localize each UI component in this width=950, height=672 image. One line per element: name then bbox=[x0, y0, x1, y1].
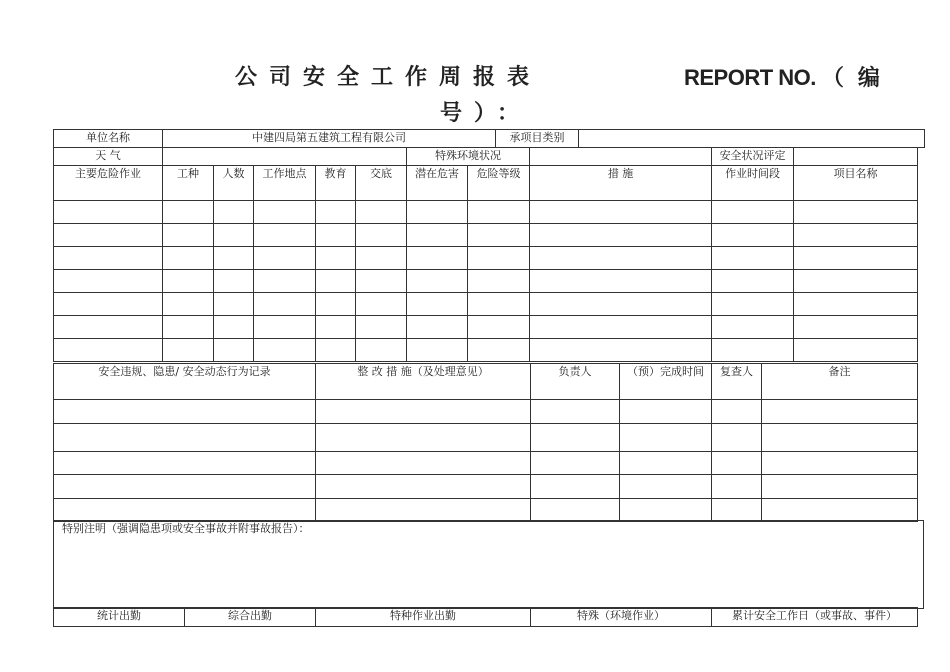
violation-row bbox=[54, 475, 918, 499]
unit-name-label: 单位名称 bbox=[54, 130, 163, 148]
hazard-cell[interactable] bbox=[530, 270, 712, 293]
hazard-cell[interactable] bbox=[163, 270, 214, 293]
hazard-cell[interactable] bbox=[54, 270, 163, 293]
hazard-cell[interactable] bbox=[712, 339, 794, 362]
violation-cell[interactable] bbox=[620, 400, 712, 424]
hazard-cell[interactable] bbox=[712, 247, 794, 270]
hazard-cell[interactable] bbox=[316, 270, 356, 293]
hazard-cell[interactable] bbox=[54, 247, 163, 270]
hazard-cell[interactable] bbox=[163, 247, 214, 270]
hazard-cell[interactable] bbox=[214, 339, 254, 362]
violation-cell[interactable] bbox=[54, 424, 316, 452]
hazard-cell[interactable] bbox=[712, 270, 794, 293]
hazard-cell[interactable] bbox=[530, 247, 712, 270]
hazard-cell[interactable] bbox=[54, 339, 163, 362]
hazard-cell[interactable] bbox=[712, 316, 794, 339]
violation-cell[interactable] bbox=[762, 400, 918, 424]
safety-eval-value[interactable] bbox=[794, 148, 918, 166]
violation-cell[interactable] bbox=[531, 499, 620, 522]
hazard-cell[interactable] bbox=[794, 247, 918, 270]
hazard-cell[interactable] bbox=[254, 316, 316, 339]
hazard-cell[interactable] bbox=[356, 270, 407, 293]
violation-cell[interactable] bbox=[316, 475, 531, 499]
special-note-label: 特别注明（强调隐患项或安全事故并附事故报告）： bbox=[62, 522, 310, 535]
hazard-cell[interactable] bbox=[530, 224, 712, 247]
hazard-cell[interactable] bbox=[407, 339, 468, 362]
hazard-cell[interactable] bbox=[54, 293, 163, 316]
hazard-cell[interactable] bbox=[356, 293, 407, 316]
hazard-cell[interactable] bbox=[468, 201, 530, 224]
hazard-row bbox=[54, 201, 918, 224]
violation-cell[interactable] bbox=[620, 424, 712, 452]
hazard-row bbox=[54, 316, 918, 339]
hazard-cell[interactable] bbox=[214, 293, 254, 316]
violation-cell[interactable] bbox=[54, 475, 316, 499]
violation-row bbox=[54, 452, 918, 475]
hazard-cell[interactable] bbox=[794, 224, 918, 247]
special-note-table bbox=[53, 520, 924, 609]
violation-cell[interactable] bbox=[620, 475, 712, 499]
hazard-cell[interactable] bbox=[407, 224, 468, 247]
unit-row bbox=[53, 129, 925, 148]
col-reviewer: 复查人 bbox=[712, 364, 762, 400]
hazard-cell[interactable] bbox=[316, 293, 356, 316]
weather-label: 天 气 bbox=[54, 148, 163, 166]
col-potential-hazard: 潜在危害 bbox=[407, 166, 468, 201]
hazard-cell[interactable] bbox=[407, 270, 468, 293]
violation-cell[interactable] bbox=[531, 400, 620, 424]
hazard-cell[interactable] bbox=[530, 293, 712, 316]
hazard-cell[interactable] bbox=[254, 201, 316, 224]
hazard-cell[interactable] bbox=[356, 201, 407, 224]
footer-general-attendance: 综合出勤 bbox=[185, 608, 316, 627]
hazard-cell[interactable] bbox=[54, 201, 163, 224]
hazard-cell[interactable] bbox=[794, 316, 918, 339]
hazard-cell[interactable] bbox=[163, 316, 214, 339]
col-rectification: 整 改 措 施（及处理意见） bbox=[316, 364, 531, 400]
hazard-cell[interactable] bbox=[316, 247, 356, 270]
hazard-cell[interactable] bbox=[712, 201, 794, 224]
col-measures: 措 施 bbox=[530, 166, 712, 201]
hazard-cell[interactable] bbox=[407, 247, 468, 270]
hazard-cell[interactable] bbox=[54, 224, 163, 247]
violation-cell[interactable] bbox=[620, 499, 712, 522]
weather-row bbox=[54, 148, 918, 166]
hazard-row bbox=[54, 247, 918, 270]
hazard-cell[interactable] bbox=[794, 339, 918, 362]
unit-name-value[interactable]: 中建四局第五建筑工程有限公司 bbox=[163, 130, 496, 148]
violation-cell[interactable] bbox=[712, 475, 762, 499]
hazard-cell[interactable] bbox=[254, 293, 316, 316]
violation-row bbox=[54, 499, 918, 522]
hazard-cell[interactable] bbox=[468, 316, 530, 339]
footer-stat-attendance: 统计出勤 bbox=[54, 608, 185, 627]
violation-header-row bbox=[54, 364, 918, 400]
hazard-cell[interactable] bbox=[530, 201, 712, 224]
col-work-location: 工作地点 bbox=[254, 166, 316, 201]
violation-cell[interactable] bbox=[54, 499, 316, 522]
hazard-cell[interactable] bbox=[214, 316, 254, 339]
col-responsible: 负责人 bbox=[531, 364, 620, 400]
violation-rows bbox=[54, 400, 918, 522]
special-note-field[interactable] bbox=[54, 521, 924, 609]
hazard-cell[interactable] bbox=[163, 339, 214, 362]
hazard-cell[interactable] bbox=[468, 293, 530, 316]
hazard-cell[interactable] bbox=[407, 201, 468, 224]
hazard-cell[interactable] bbox=[316, 224, 356, 247]
hazard-cell[interactable] bbox=[356, 316, 407, 339]
hazard-cell[interactable] bbox=[163, 201, 214, 224]
hazard-cell[interactable] bbox=[356, 224, 407, 247]
violation-cell[interactable] bbox=[620, 452, 712, 475]
violation-cell[interactable] bbox=[712, 424, 762, 452]
violation-cell[interactable] bbox=[316, 400, 531, 424]
project-type-value[interactable] bbox=[579, 130, 925, 148]
hazard-row bbox=[54, 270, 918, 293]
hazard-cell[interactable] bbox=[468, 270, 530, 293]
violation-cell[interactable] bbox=[712, 499, 762, 522]
hazard-cell[interactable] bbox=[468, 224, 530, 247]
hazard-row bbox=[54, 339, 918, 362]
attendance-footer bbox=[53, 607, 918, 627]
footer-special-env: 特殊（环境作业） bbox=[531, 608, 712, 627]
violation-cell[interactable] bbox=[762, 452, 918, 475]
hazard-cell[interactable] bbox=[214, 201, 254, 224]
violation-table bbox=[53, 363, 918, 522]
hazard-cell[interactable] bbox=[794, 270, 918, 293]
hazard-cell[interactable] bbox=[254, 339, 316, 362]
hazard-cell[interactable] bbox=[316, 201, 356, 224]
violation-cell[interactable] bbox=[531, 475, 620, 499]
violation-cell[interactable] bbox=[762, 499, 918, 522]
violation-cell[interactable] bbox=[712, 400, 762, 424]
violation-cell[interactable] bbox=[762, 475, 918, 499]
col-remarks: 备注 bbox=[762, 364, 918, 400]
col-job-type: 工种 bbox=[163, 166, 214, 201]
hazard-cell[interactable] bbox=[214, 270, 254, 293]
hazard-header-row bbox=[54, 166, 918, 201]
col-headcount: 人数 bbox=[214, 166, 254, 201]
violation-cell[interactable] bbox=[762, 424, 918, 452]
violation-cell[interactable] bbox=[531, 424, 620, 452]
col-main-hazard: 主要危险作业 bbox=[54, 166, 163, 201]
col-work-period: 作业时间段 bbox=[712, 166, 794, 201]
report-title-cn: 公司安全工作周报表 bbox=[235, 65, 542, 90]
hazard-cell[interactable] bbox=[214, 247, 254, 270]
hazard-row bbox=[54, 224, 918, 247]
hazard-cell[interactable] bbox=[54, 316, 163, 339]
violation-cell[interactable] bbox=[316, 452, 531, 475]
weather-value[interactable] bbox=[163, 148, 407, 166]
hazard-cell[interactable] bbox=[356, 247, 407, 270]
hazard-cell[interactable] bbox=[356, 339, 407, 362]
hazard-cell[interactable] bbox=[163, 224, 214, 247]
hazard-cell[interactable] bbox=[254, 224, 316, 247]
report-title-line2: 号）： bbox=[440, 101, 532, 126]
hazard-cell[interactable] bbox=[163, 293, 214, 316]
hazard-cell[interactable] bbox=[530, 339, 712, 362]
col-project-name: 项目名称 bbox=[794, 166, 918, 201]
safety-eval-label: 安全状况评定 bbox=[712, 148, 794, 166]
special-env-value[interactable] bbox=[530, 148, 712, 166]
project-type-label: 承项目类别 bbox=[496, 130, 579, 148]
footer-safe-days: 累计安全工作日（或事故、事件） bbox=[712, 608, 918, 627]
violation-cell[interactable] bbox=[316, 499, 531, 522]
hazard-cell[interactable] bbox=[407, 293, 468, 316]
violation-row bbox=[54, 400, 918, 424]
hazard-cell[interactable] bbox=[794, 201, 918, 224]
violation-cell[interactable] bbox=[712, 452, 762, 475]
col-completion-time: （预）完成时间 bbox=[620, 364, 712, 400]
violation-cell[interactable] bbox=[54, 400, 316, 424]
hazard-cell[interactable] bbox=[794, 293, 918, 316]
violation-cell[interactable] bbox=[316, 424, 531, 452]
hazard-cell[interactable] bbox=[712, 224, 794, 247]
hazard-table bbox=[53, 147, 918, 362]
violation-row bbox=[54, 424, 918, 452]
special-env-label: 特殊环境状况 bbox=[407, 148, 530, 166]
col-education: 教育 bbox=[316, 166, 356, 201]
report-no-text: REPORT NO. bbox=[684, 65, 816, 90]
hazard-cell[interactable] bbox=[316, 316, 356, 339]
hazard-cell[interactable] bbox=[254, 270, 316, 293]
hazard-cell[interactable] bbox=[316, 339, 356, 362]
violation-cell[interactable] bbox=[54, 452, 316, 475]
col-risk-level: 危险等级 bbox=[468, 166, 530, 201]
col-violation-record: 安全违规、隐患/ 安全动态行为记录 bbox=[54, 364, 316, 400]
hazard-cell[interactable] bbox=[468, 339, 530, 362]
hazard-row bbox=[54, 293, 918, 316]
hazard-rows bbox=[54, 201, 918, 362]
hazard-cell[interactable] bbox=[254, 247, 316, 270]
footer-special-work-attendance: 特种作业出勤 bbox=[316, 608, 531, 627]
violation-cell[interactable] bbox=[531, 452, 620, 475]
hazard-cell[interactable] bbox=[530, 316, 712, 339]
report-number-label bbox=[684, 61, 894, 92]
report-no-paren: （编 bbox=[821, 65, 894, 90]
hazard-cell[interactable] bbox=[468, 247, 530, 270]
hazard-cell[interactable] bbox=[214, 224, 254, 247]
hazard-cell[interactable] bbox=[407, 316, 468, 339]
col-briefing: 交底 bbox=[356, 166, 407, 201]
hazard-cell[interactable] bbox=[712, 293, 794, 316]
